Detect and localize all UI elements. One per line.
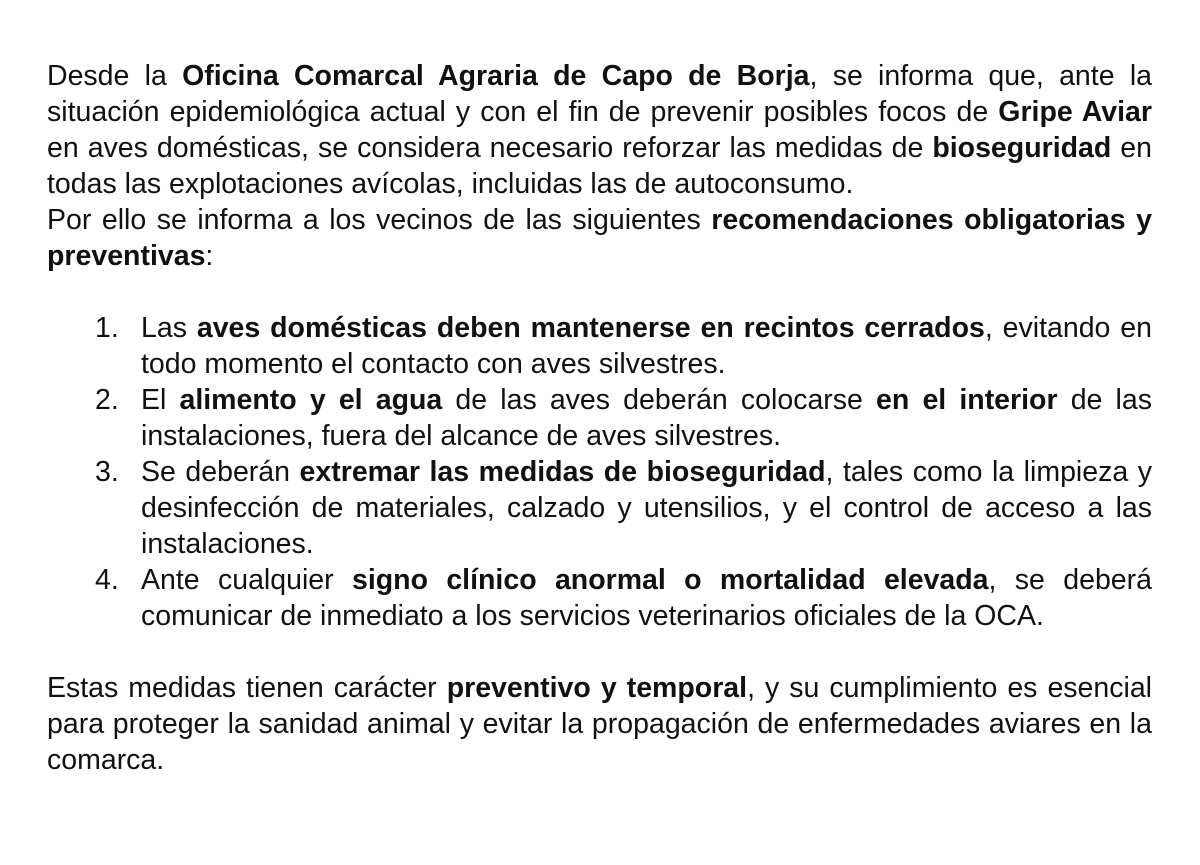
text-run: Estas medidas tienen carácter bbox=[47, 672, 447, 704]
emphasis: extremar las medidas de bioseguridad bbox=[299, 456, 826, 488]
emphasis: en el interior bbox=[876, 384, 1058, 416]
recommendations-list bbox=[47, 310, 1152, 634]
list-number: 4. bbox=[95, 564, 119, 596]
list-number: 3. bbox=[95, 456, 119, 488]
emphasis: aves domésticas deben mantenerse en recintos cerrados bbox=[196, 312, 985, 344]
text-run: de las aves deberán colocarse bbox=[442, 384, 877, 416]
spacer bbox=[47, 634, 1152, 670]
text-run: El bbox=[141, 384, 180, 416]
emphasis: alimento y el agua bbox=[179, 384, 443, 416]
text-run: , se informa que, ante la situación epidemiológica actual y con el fin de prevenir posibles focos de bbox=[47, 60, 1152, 128]
recommendations-intro bbox=[47, 202, 1152, 274]
text-run: en todas las explotaciones avícolas, incluidas las de autoconsumo. bbox=[47, 132, 1152, 200]
spacer bbox=[47, 274, 1152, 310]
list-item bbox=[47, 454, 1152, 562]
list-item bbox=[47, 382, 1152, 454]
office-name: Oficina Comarcal Agraria de Capo de Borja bbox=[182, 60, 810, 92]
text-run: en aves domésticas, se considera necesario reforzar las medidas de bbox=[47, 132, 933, 164]
text-run: , tales como la limpieza y desinfección de materiales, calzado y utensilios, y el control de acceso a las instalaciones. bbox=[141, 456, 1152, 560]
text-run: Ante cualquier bbox=[141, 564, 352, 596]
text-run: , se deberá comunicar de inmediato a los servicios veterinarios oficiales de la OCA. bbox=[141, 564, 1153, 632]
text-run: : bbox=[205, 240, 214, 272]
list-item bbox=[47, 310, 1152, 382]
text-run: , evitando en todo momento el contacto con aves silvestres. bbox=[141, 312, 1152, 380]
recommendations-label: recomendaciones obligatorias y preventivas bbox=[47, 204, 1152, 272]
text-run: de las instalaciones, fuera del alcance de aves silvestres. bbox=[141, 384, 1152, 452]
emphasis: signo clínico anormal o mortalidad elevada bbox=[351, 564, 989, 596]
text-run: , y su cumplimiento es esencial para proteger la sanidad animal y evitar la propagación de enfermedades aviares en la comarca. bbox=[47, 672, 1153, 776]
disease-name: Gripe Aviar bbox=[998, 96, 1152, 128]
biosecurity-term: bioseguridad bbox=[932, 132, 1112, 164]
text-run: Se deberán bbox=[141, 456, 300, 488]
text-run: Desde la bbox=[47, 60, 183, 92]
list-number: 1. bbox=[95, 312, 119, 344]
emphasis: preventivo y temporal bbox=[446, 672, 748, 704]
list-number: 2. bbox=[95, 384, 119, 416]
notice-document bbox=[47, 58, 1152, 778]
intro-paragraph bbox=[47, 58, 1152, 202]
closing-paragraph bbox=[47, 670, 1152, 778]
text-run: Por ello se informa a los vecinos de las siguientes bbox=[47, 204, 712, 236]
text-run: Las bbox=[141, 312, 197, 344]
list-item bbox=[47, 562, 1152, 634]
